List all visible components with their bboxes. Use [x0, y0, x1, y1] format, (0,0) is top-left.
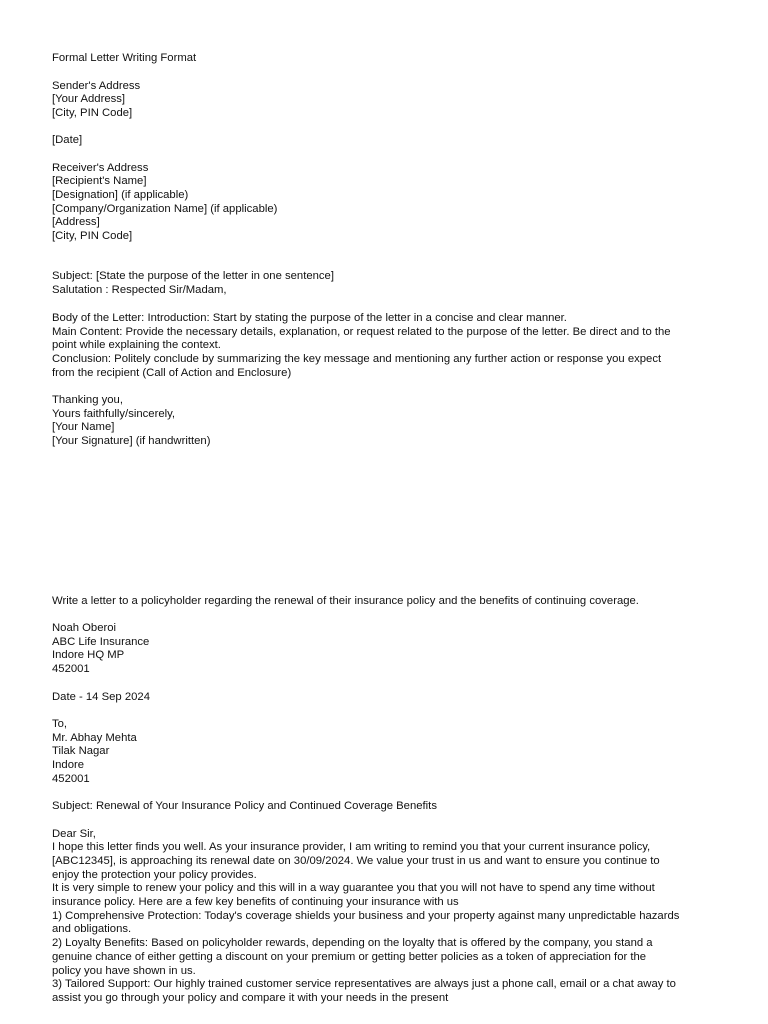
format-receiver-block: [52, 162, 722, 244]
format-sender-heading: Sender's Address: [52, 79, 141, 92]
format-receiver-heading: Receiver's Address: [52, 161, 149, 174]
format-sender-block: [52, 80, 722, 121]
format-receiver-line: [Address]: [52, 216, 100, 229]
example-prompt-block: [52, 595, 722, 609]
format-salutation: Salutation : Respected Sir/Madam,: [52, 283, 227, 296]
format-title-block: [52, 52, 722, 66]
format-date-block: [52, 134, 722, 148]
format-body-line: from the recipient (Call of Action and Enclosure): [52, 366, 292, 379]
format-sender-line: [Your Address]: [52, 93, 126, 106]
format-closing-line: [Your Name]: [52, 421, 115, 434]
example-date: Date - 14 Sep 2024: [52, 690, 150, 703]
example-body-line: 1) Comprehensive Protection: Today's coverage shields your business and your property against many unpredictable hazards: [52, 909, 680, 922]
example-body-line: [ABC12345], is approaching its renewal date on 30/09/2024. We value your trust in us and want to ensure you continue to: [52, 854, 660, 867]
example-sender-line: ABC Life Insurance: [52, 635, 150, 648]
format-receiver-line: [Designation] (if applicable): [52, 188, 189, 201]
example-body-line: 3) Tailored Support: Our highly trained customer service representatives are always just a phone call, email or a chat away to: [52, 978, 676, 991]
format-closing-block: [52, 394, 722, 449]
example-body-line: It is very simple to renew your policy and this will in a way guarantee you that you will not have to spend any time without: [52, 882, 655, 895]
example-body-line: I hope this letter finds you well. As your insurance provider, I am writing to remind you that your current insurance policy,: [52, 841, 651, 854]
example-receiver-line: Mr. Abhay Mehta: [52, 731, 137, 744]
example-body-line: assist you go through your policy and compare it with your needs in the present: [52, 991, 449, 1004]
format-closing-line: Yours faithfully/sincerely,: [52, 407, 176, 420]
example-body-line: genuine chance of either getting a discount on your premium or getting better policies as a token of appreciation for the: [52, 950, 647, 963]
format-subject: Subject: [State the purpose of the letter in one sentence]: [52, 270, 334, 282]
example-subject: Subject: Renewal of Your Insurance Policy and Continued Coverage Benefits: [52, 800, 437, 812]
example-body-line: 2) Loyalty Benefits: Based on policyholder rewards, depending on the loyalty that is offered by the company, you stand a: [52, 937, 653, 950]
format-receiver-line: [Recipient's Name]: [52, 175, 147, 188]
format-sender-line: [City, PIN Code]: [52, 106, 133, 119]
format-closing-line: Thanking you,: [52, 394, 123, 406]
example-body-line: policy you have shown in us.: [52, 964, 196, 977]
format-body-block: [52, 312, 722, 381]
format-subject-block: [52, 270, 722, 297]
example-receiver-line: To,: [52, 718, 68, 730]
example-greeting: Dear Sir,: [52, 827, 96, 840]
example-sender-block: [52, 622, 722, 677]
example-body-line: enjoy the protection your policy provides.: [52, 868, 257, 881]
format-body-line: Main Content: Provide the necessary details, explanation, or request related to the purpose of the letter. Be direct and to the: [52, 325, 671, 338]
example-body-line: insurance policy. Here are a few key benefits of continuing your insurance with us: [52, 896, 459, 909]
example-receiver-line: Tilak Nagar: [52, 745, 110, 758]
format-receiver-line: [City, PIN Code]: [52, 230, 133, 243]
example-body-line: and obligations.: [52, 923, 132, 936]
example-sender-line: Noah Oberoi: [52, 622, 117, 634]
format-date: [Date]: [52, 134, 83, 146]
format-closing-line: [Your Signature] (if handwritten): [52, 435, 211, 448]
format-body-line: Conclusion: Politely conclude by summarizing the key message and mentioning any further action or response you expect: [52, 353, 662, 366]
example-receiver-block: [52, 718, 722, 787]
example-receiver-line: 452001: [52, 772, 90, 785]
format-body-line: Body of the Letter: Introduction: Start by stating the purpose of the letter in a concise and clear manner.: [52, 312, 567, 324]
example-receiver-line: Indore: [52, 759, 85, 772]
example-body-block: [52, 828, 722, 1006]
example-prompt: Write a letter to a policyholder regarding the renewal of their insurance policy and the benefits of continuing coverage.: [52, 595, 639, 607]
format-receiver-line: [Company/Organization Name] (if applicable): [52, 202, 278, 215]
format-title: Formal Letter Writing Format: [52, 52, 197, 64]
example-sender-line: 452001: [52, 663, 90, 676]
format-body-line: point while explaining the context.: [52, 339, 221, 352]
example-sender-line: Indore HQ MP: [52, 649, 125, 662]
example-date-block: [52, 691, 722, 705]
example-subject-block: [52, 800, 722, 814]
